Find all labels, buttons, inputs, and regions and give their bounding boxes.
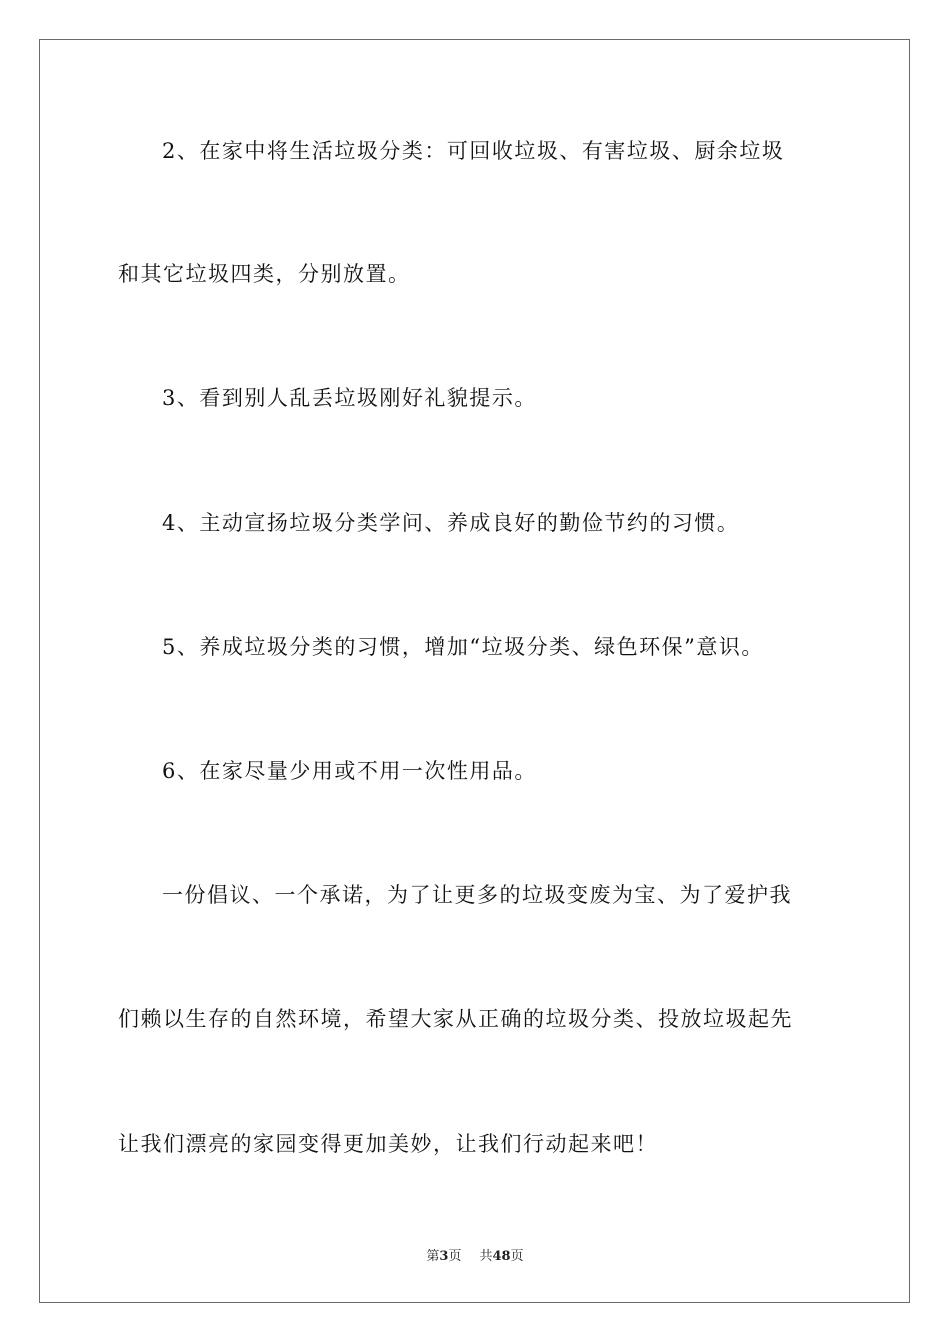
paragraph-line: 2、在家中将生活垃圾分类：可回收垃圾、有害垃圾、厨余垃圾	[162, 139, 785, 163]
total-suffix: 页	[510, 1249, 524, 1264]
paragraph-line: 6、在家尽量少用或不用一次性用品。	[162, 759, 537, 783]
page-number: 3	[439, 1249, 449, 1264]
page-footer	[0, 1248, 950, 1266]
paragraph-line: 4、主动宣扬垃圾分类学问、养成良好的勤俭节约的习惯。	[162, 511, 740, 535]
paragraph-line: 让我们漂亮的家园变得更加美妙，让我们行动起来吧！	[118, 1132, 658, 1156]
paragraph-line: 们赖以生存的自然环境，希望大家从正确的垃圾分类、投放垃圾起先	[118, 1007, 793, 1031]
total-prefix: 共	[479, 1249, 493, 1264]
page-suffix: 页	[448, 1249, 462, 1264]
page-prefix: 第	[426, 1249, 440, 1264]
total-pages: 48	[492, 1249, 511, 1264]
paragraph-line: 一份倡议、一个承诺，为了让更多的垃圾变废为宝、为了爱护我	[162, 883, 792, 907]
paragraph-line: 5、养成垃圾分类的习惯，增加“垃圾分类、绿色环保”意识。	[162, 635, 764, 659]
paragraph-line: 3、看到别人乱丢垃圾刚好礼貌提示。	[162, 386, 537, 410]
page-border	[39, 39, 910, 1303]
paragraph-line: 和其它垃圾四类，分别放置。	[118, 262, 411, 286]
